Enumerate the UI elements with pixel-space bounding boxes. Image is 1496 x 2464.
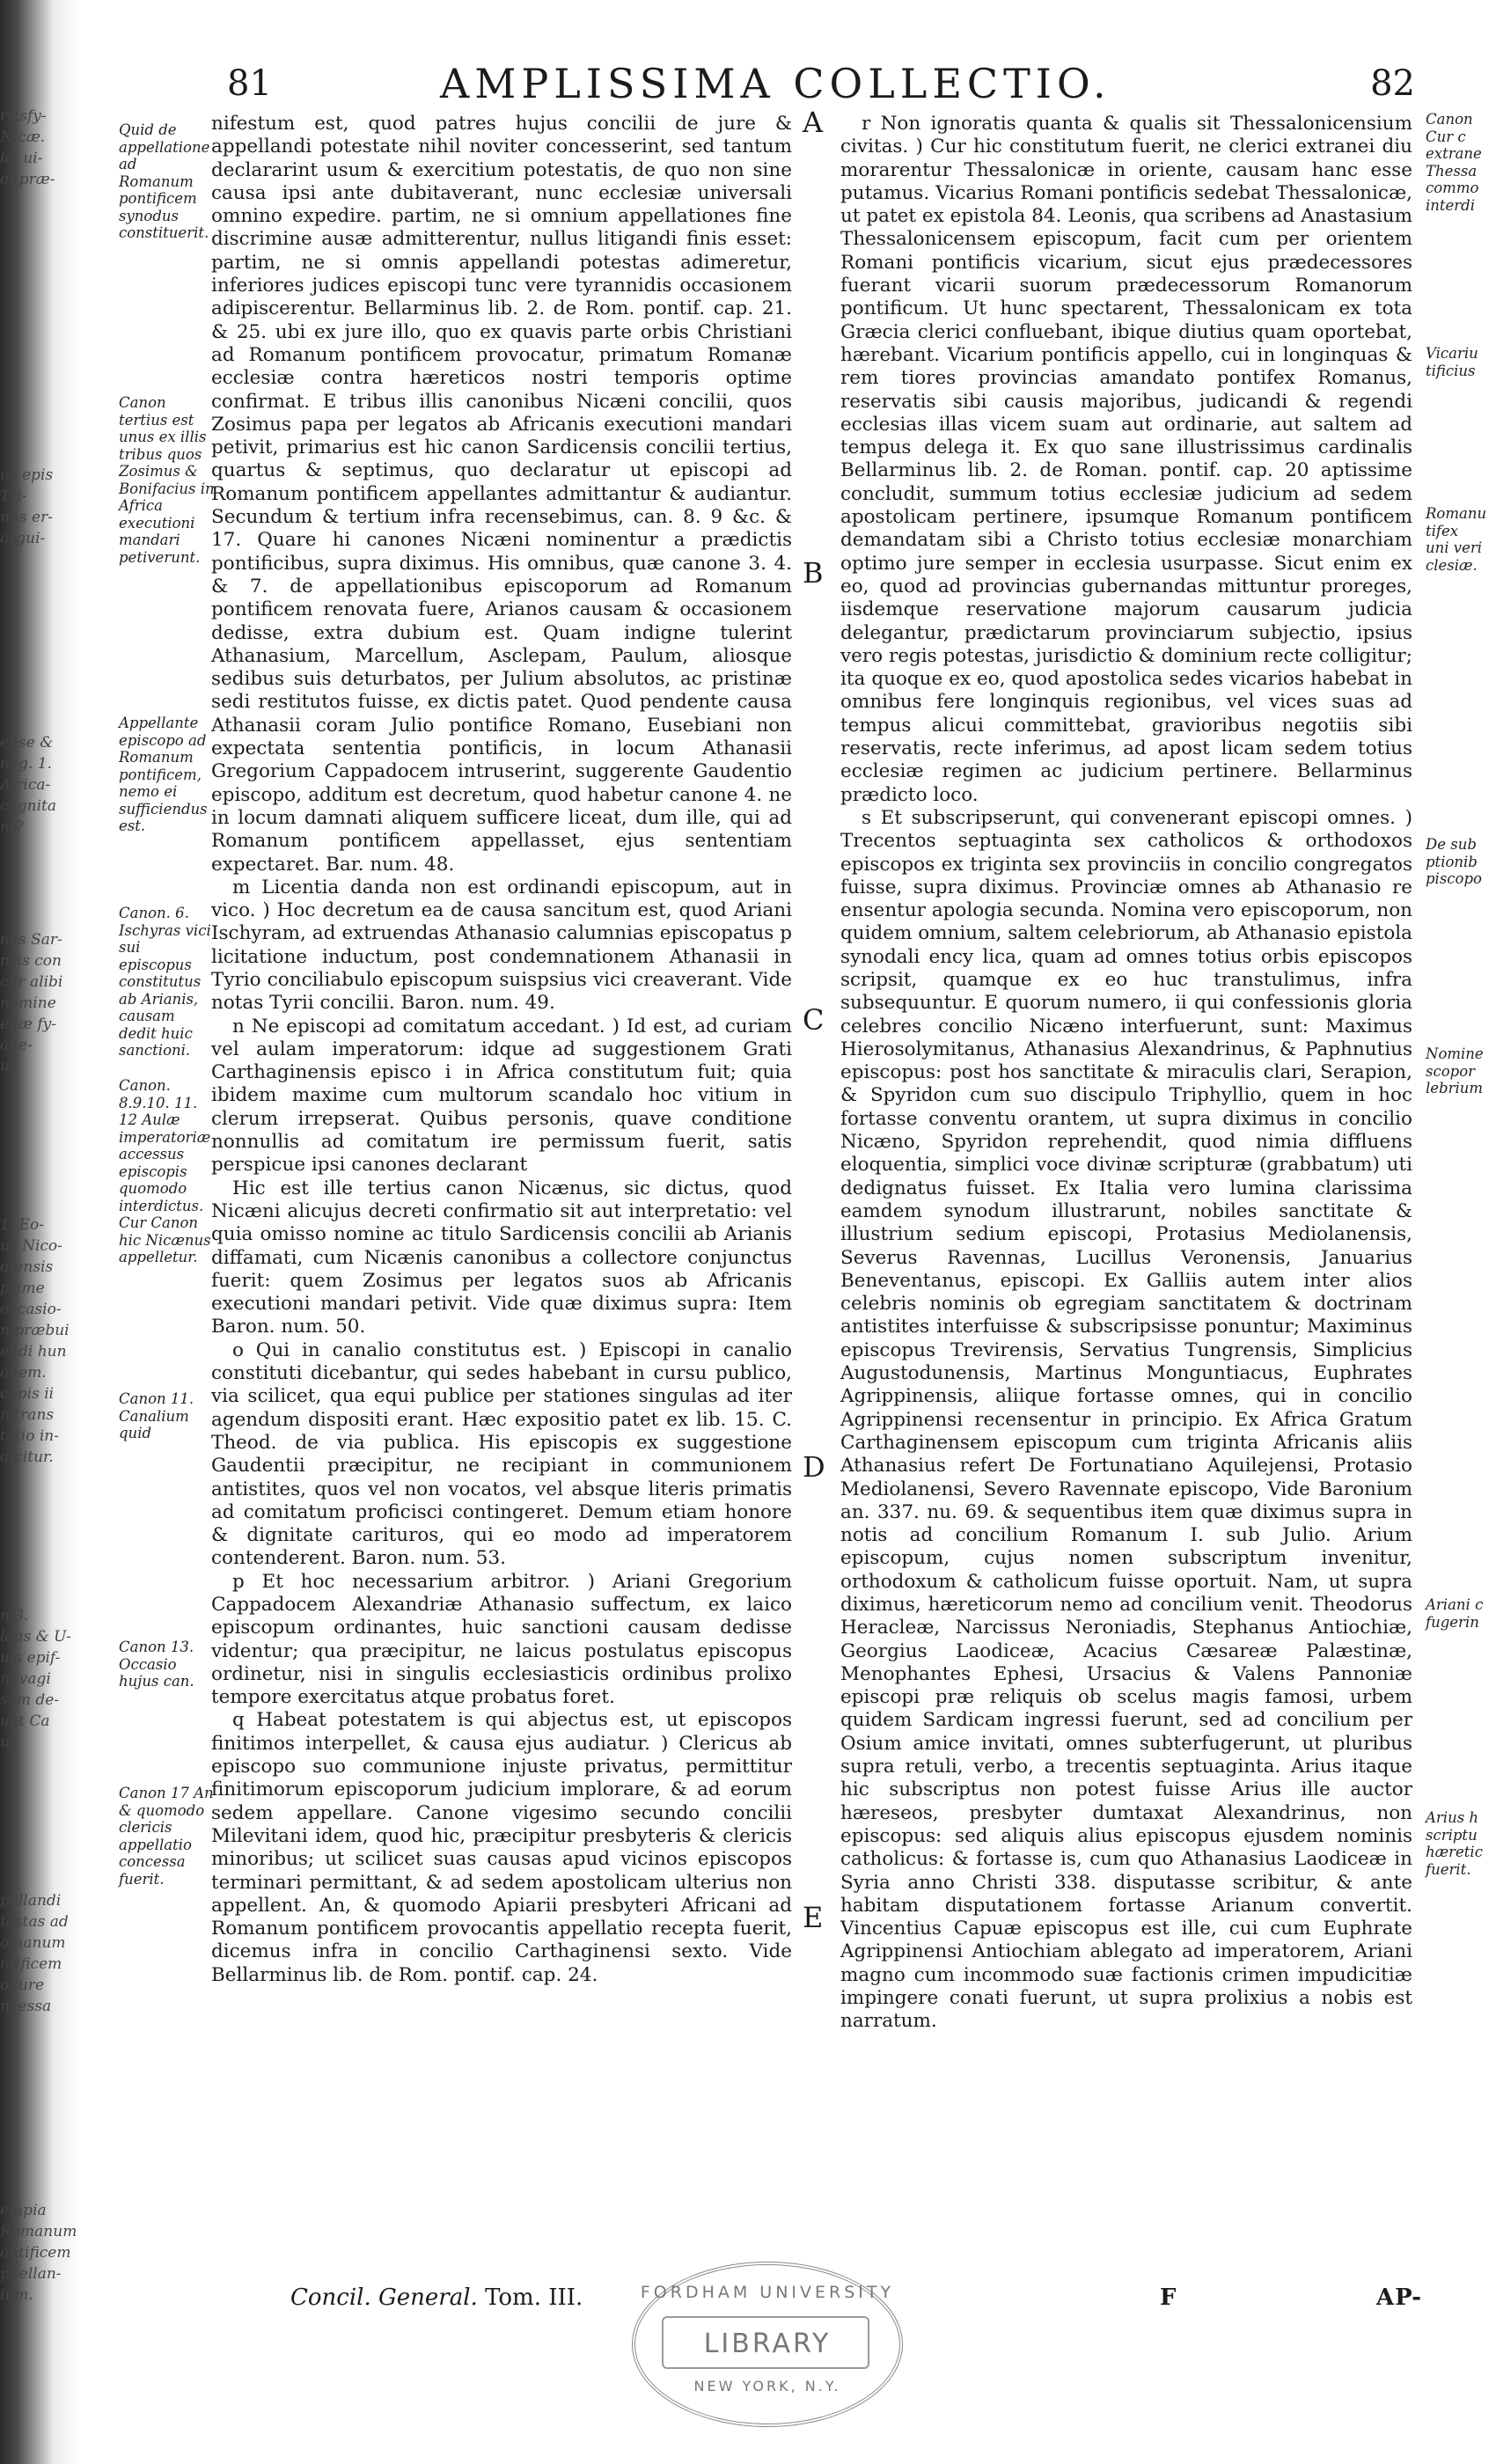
signature-letter: F: [1160, 2284, 1177, 2311]
gutter-fragment: [0, 373, 55, 419]
text-column-left: [211, 113, 792, 1987]
gutter-fragment: empia: [0, 2202, 47, 2219]
gutter-fragment: di præ-: [0, 171, 55, 188]
gutter-fragment: sam de-: [0, 1691, 60, 1709]
gutter-fragment: [0, 327, 55, 373]
margin-note: Canon 17 An & quomodo clericis appellatio concessa fuerit.: [119, 1785, 214, 1888]
paragraph: n Ne episcopi ad comitatum accedant. ) Id est, ad curiam vel aulam imperatorum: idque ad suggestionem Grati Carthaginensis episco i in Africa constitutum fuit; quia ibidem maxime cum multorum scandalo hoc vitium in clerum irrepserat. Quibus personis, quave conditione nonnullis ad comitatum ire permissum fuerit, satis perspicue ipsi canones declarant: [211, 1015, 792, 1177]
gutter-fragment: dicitur.: [0, 1448, 54, 1466]
gutter-fragment: ppellan-: [0, 2265, 62, 2283]
gutter-fragment: ncessa: [0, 1998, 52, 2015]
paragraph: p Et hoc necessarium arbitror. ) Ariani Gregorium Cappadocem Alexandriæ Athanasio suffectum, ex laico episcopum ordinantes, huic sanctioni causam dedisse videntur; qua præcipitur, ne laicus postulatus episcopus ordinetur, nisi in singulis ecclesiasticis ordinibus prolixo tempore exercitatus atque probatus foret.: [211, 1570, 792, 1709]
margin-note: Canon. 8.9.10. 11. 12 Aulæ imperatoriæ accessus episcopis quomodo interdictus. Cur Canon hic Nicænus appelletur.: [119, 1077, 211, 1265]
margin-note-right: De sub ptionib piscopo: [1426, 836, 1482, 887]
gutter-fragment: o jure: [0, 1976, 45, 1994]
gutter-fragment: nsis con: [0, 952, 62, 970]
page-number-left: 81: [227, 63, 272, 104]
gutter-fragment: [0, 2063, 55, 2108]
gutter-fragment: nus er-: [0, 509, 53, 526]
gutter-fragment: n præbui: [0, 1322, 70, 1339]
gutter-fragment: occasio-: [0, 1301, 62, 1318]
gutter-fragment: ui.: [0, 1734, 19, 1751]
gutter-fragment: ium.: [0, 2286, 33, 2304]
signature-line: [290, 2284, 583, 2311]
gutter-fragment: [0, 1559, 55, 1605]
gutter-fragment: uat Ca: [0, 1712, 50, 1730]
gutter-fragment: 1. Eo-: [0, 1216, 45, 1234]
gutter-fragment: ntificem: [0, 1955, 62, 1973]
paragraph: nifestum est, quod patres hujus concilii de jure & appellandi potestate nihil noviter concesserint, sed tantum declararint usum & exercitium potestatis, de quo non sine causa ipsi ante dubitaverant, nunc ecclesiæ universali omnino expedire. partim, ne si omnium appellationes fine discrimine ausæ admitterentur, nullus litigandi finis esset: partim, ne si omnis appellandi potestas adimeretur, inferiores judices episcopi tunc vere tyrannidis occasionem adipiscerentur. Bellarminus lib. 2. de Rom. pontif. cap. 21. & 25. ubi ex jure illo, quo ex quavis parte orbis Christiani ad Romanum pontificem provocatur, primatum Romanæ ecclesiæ contra hæreticos nostri temporis optime confirmat. E tribus illis canonibus Nicæni concilii, quos Zosimus papa per legatos ab Africanis executioni mandari petivit, primarius est hic canon Sardicensis concilii tertius, quartus & septimus, quo declaratur ut episcopi ad Romanum pontificem appellantes admittantur & audiantur. Secundum & tertium infra recensebimus, can. 8. 9 &c. & 17. Quare hi canones Nicæni nominentur a prædictis pontificibus, supra diximus. His omnibus, quæ canone 3. 4. & 7. de appellationibus episcoporum ad Romanum pontificem renovata fuere, Arianos causam & occasionem dedisse, extra dubium est. Quam indigne tulerint Athanasium, Marcellum, Asclepam, Paulum, aliosque sedibus suis deturbatos, per Julium absolutos, ac pristinæ sedi restitutos fuisse, ex dictis patet. Quod pendente causa Athanasii coram Julio pontifice Romano, Eusebiani non expectata sententia pontificis, in locum Athanasii Gregorium Cappadocem intruserint, suggerente Gaudentio episcopo, additum est decretum, quod habetur canone 4. ne in locum damnati aliquem sufficere liceat, dum ille, qui ad Romanum pontificem appellasset, ejus sententiam expectaret. Bar. num. 48.: [211, 113, 792, 876]
section-letter: B: [803, 556, 824, 590]
section-letter: C: [803, 1003, 825, 1037]
gutter-fragment: us epis: [0, 466, 54, 484]
gutter-fragment: ense &: [0, 734, 54, 752]
section-letter: E: [803, 1901, 824, 1934]
volume-label: Tom. III.: [485, 2284, 583, 2311]
paragraph: r Non ignoratis quanta & qualis sit Thessalonicensium civitas. ) Cur hic constitutum fuerit, ne clerici extranei diu morarentur Thessalonicæ in oriente, causam hanc esse putamus. Vicarius Romani pontificis sedebat Thessalonicæ, ut patet ex epistola 84. Leonis, qua scribens ad Anastasium Thessalonicensem episcopum, facit cum per orientem Romani pontificis vicarium, sicut ejus prædecessores fuerant vicarii suorum prædecessorum Romanorum pontificum. Ut hunc spectarent, Thessalonicam ex tota Græcia clerici confluebant, ibique diutius quam oportebat, hærebant. Vicarium pontificis appello, cui in longinquas & rem tiores provincias amandato pontifex Romanus, reservatis sibi causis majoribus, judicandi & regendi ecclesias illas vicem suam aut ordinarie, aut saltem ad tempus delega it. Ex quo sane illustrissimus cardinalis Bellarminus lib. 2. de Roman. pontif. cap. 20 aptissime concludit, summum totius ecclesiæ judicium ad sedem apostolicam pertinere, ipsumque Romanum pontificem demandatam sibi a Christo totius ecclesiæ monarchiam optimo jure semper in ecclesia usurpasse. Sicut enim ex eo, quod ad provincias gubernandas mittuntur proreges, iisdemque reservatione majorum causarum judicia delegantur, prædictarum provinciarum subjectio, ipsius vero regis potestas, jurisdictio & dominium recte colligitur; ita quoque ex eo, quod apostolica sedes vicarios habebat in omnibus fere longinquis regionibus, vel vices suas ad tempus alicui committebat, gravioribus negotiis sibi reservatis, recte inferimus, ad apost licam sedem totius ecclesiæ regimen ac judicium pertinere. Bellarminus prædicto loco.: [840, 113, 1412, 806]
running-title: AMPLISSIMA COLLECTIO.: [440, 60, 1111, 107]
gutter-fragment: enæ fy-: [0, 1016, 57, 1033]
margin-note-right: Canon Cur c extrane Thessa commo interdi: [1426, 111, 1482, 214]
gutter-fragment: rsisfy-: [0, 107, 47, 125]
margin-note-right: Arius h scriptu hæretic fuerit.: [1426, 1809, 1483, 1878]
gutter-fragment: lens & U-: [0, 1628, 71, 1646]
gutter-fragment: onem.: [0, 1364, 47, 1382]
margin-note: Quid de appellatione ad Romanum pontificem synodus constituerit.: [119, 121, 210, 241]
stamp-top-text: FORDHAM UNIVERSITY: [640, 2283, 895, 2302]
paragraph: m Licentia danda non est ordinandi episcopum, aut in vico. ) Hoc decretum ea de causa sancitum est, quod Ariani Ischyram, ad extruendas Athanasio calumnias episcopatus p licitatione inductum, post condemnationem Athanasii in Tyrio conciliabulo episcopum suispsius vici creaverant. Vide notas Tyrii concilii. Baron. num. 49.: [211, 876, 792, 1015]
margin-note-right: Vicariu tificius: [1426, 345, 1478, 379]
gutter-fragment: endi hun: [0, 1343, 67, 1360]
gutter-fragment: nag. 1.: [0, 755, 52, 773]
gutter-fragment: [0, 595, 55, 641]
margin-note-right: Romanu tifex uni veri clesiæ.: [1426, 505, 1487, 574]
gutter-fragment: [0, 1077, 55, 1123]
gutter-fragment: ontificem: [0, 2244, 71, 2262]
gutter-fragment: Africa-: [0, 776, 51, 794]
gutter-fragment: nt?: [0, 818, 24, 836]
paragraph: q Habeat potestatem is qui abjectus est, ut episcopos finitimos interpellet, & causa ejus audiatur. ) Clericus ab episcopo suo communione injuste privatus, permittitur finitimorum episcoporum judicium implorare, & ad eorum sedem appellare. Canone vigesimo secundo concilii Milevitani idem, quod hic, præcipitur presbyteris & clericis minoribus; ut scilicet suas causas apud vicinos episcopos terminari permittant, & ad sedem apostolicam ulterius non appellent. An, & quomodo Apiarii presbyteri Africani ad Romanum pontificem provocantis appellatio recepta fuerit, dicemus infra in concilio Carthaginensi sexto. Vide Bellarminus lib. de Rom. pontif. cap. 24.: [211, 1709, 792, 1986]
gutter-fragment: Nicæ.: [0, 128, 46, 146]
margin-note: Canon. 6. Ischyras vici sui episcopus constitutus ab Arianis, causam dedit huic sanctioni.: [119, 905, 211, 1059]
gutter-fragment: alle-: [0, 1037, 33, 1054]
gutter-fragment: nomine: [0, 994, 56, 1012]
margin-note: Canon tertius est unus ex illis tribus quos Zosimus & Bonifacius in Africa executioni mandari petiverunt.: [119, 394, 215, 566]
gutter-fragment: tatio in-: [0, 1427, 60, 1445]
gutter-fragment: [0, 686, 55, 732]
gutter-fragment: ur.: [0, 1058, 20, 1075]
paragraph: Hic est ille tertius canon Nicænus, sic dictus, quod Nicæni alicujus decreti confirmatio sit aut interpretatio: vel quia omisso nomine ac titulo Sardicensis concilii ab Arianis diffamati, cum Nicænis canonibus a collectore conjunctus fuerit: quem Zosimus per legatos suos ab Africanis executioni mandari petivit. Vide quæ diximus supra: Item Baron. num. 50.: [211, 1177, 792, 1338]
stamp-bottom-text: NEW YORK, N.Y.: [693, 2378, 841, 2394]
section-letter: D: [803, 1450, 825, 1484]
gutter-fragment: prime: [0, 1280, 45, 1297]
gutter-fragment: omanum: [0, 1934, 66, 1952]
gutter-fragment: [0, 282, 55, 327]
gutter-fragment: [0, 1468, 55, 1514]
library-stamp: [632, 2262, 903, 2427]
gutter-fragment: nes Sar-: [0, 931, 62, 949]
gutter-fragment: [0, 1844, 55, 1890]
gutter-fragment: [0, 1799, 55, 1844]
gutter-fragment: [0, 419, 55, 465]
gutter-fragment: cur alibi: [0, 973, 63, 991]
gutter-fragment: diensis: [0, 1258, 54, 1276]
margin-note: Canon 13. Occasio hujus can.: [119, 1639, 194, 1690]
text-column-right: [840, 113, 1412, 2034]
gutter-fragment: [0, 641, 55, 686]
gutter-fragment: Romanum: [0, 2223, 77, 2240]
running-head: [202, 60, 1426, 113]
gutter-fragment: [0, 2108, 55, 2154]
gutter-fragment: [0, 549, 55, 595]
gutter-fragment: [0, 2017, 55, 2063]
gutter-fragment: lei ui-: [0, 150, 43, 167]
stamp-middle-text: LIBRARY: [703, 2328, 832, 2359]
margin-note: Canon 11. Canalium quid: [119, 1390, 194, 1441]
gutter-fragment: argui-: [0, 530, 46, 547]
previous-page-gutter: [0, 106, 77, 2304]
gutter-fragment: [0, 884, 55, 929]
signature-text: Concil. General.: [290, 2284, 478, 2311]
gutter-fragment: [0, 1514, 55, 1559]
gutter-fragment: [0, 838, 55, 884]
gutter-fragment: [0, 190, 55, 236]
gutter-fragment: pellandi: [0, 1892, 62, 1910]
gutter-fragment: [0, 1169, 55, 1214]
gutter-fragment: copis ii: [0, 1385, 55, 1403]
paragraph: s Et subscripserunt, qui convenerant episcopi omnes. ) Trecentos septuaginta sex catholicos & orthodoxos episcopos ex triginta sex provinciis in concilio congregatos fuisse, supra diximus. Provinciæ omnes ab Athanasio re ensentur apologia secunda. Nomina vero episcoporum, non quidem omnium, saltem celebriorum, ab Athanasio epistola synodali ency lica, quam ad omnes totius orbis episcopos scripsit, quamque ex eo huc transtulimus, infra subsequuntur. E quorum numero, ii qui confessionis gloria celebres concilio Nicæno interfuerunt, sunt: Maximus Hierosolymitanus, Athanasius Alexandrinus, & Paphnutius episcopus: post hos sanctitate & miraculis clari, Serapion, & Spyridon cum suo discipulo Triphyllio, quem in hoc fortasse conventu orantem, ut supra diximus in concilio Nicæno, Spyridon reprehendit, quod nimia diffluens eloquentia, simplici voce divinæ scripturæ (grabbatum) uti dedignatus fuisset. Ex Italia vero lumina clarissima eamdem synodum illustrarunt, nobiles sanctitate & illustrium sedium episcopi, Protasius Mediolanensis, Severus Ravennas, Lucillus Veronensis, Januarius Beneventanus, episcopi. Ex Galliis autem inter alios celebris nominis ob egregiam sanctitatem & doctrinam antistites interfuisse & subscripsisse ponuntur; Maximinus episcopus Trevirensis, Servatius Tungrensis, Simplicius Augustodunensis, Martinus Monguntiacus, Euphrates Agrippinensis, aliique fortasse omnes, qui in concilio Agrippinensi recensentur in principio. Ex Africa Gratum Carthaginensem episcopum cum triginta Africanis aliis Athanasius refert De Fortunatiano Aquilejensi, Protasio Mediolanensi, Severo Ravennate episcopo, Vide Baronium an. 337. nu. 69. & sequentibus item quæ diximus supra in notis ad concilium Romanum I. sub Julio. Arium episcopum, cujus nomen subscriptum invenitur, orthodoxum & catholicum fuisse oportuit. Nam, ut supra diximus, hæreticorum nemo ad concilium venit. Theodorus Heracleæ, Narcissus Neroniadis, Stephanus Antiochiæ, Georgius Laodiceæ, Acacius Cæsareæ Palæstinæ, Menophantes Ephesi, Ursacius & Valens Pannoniæ episcopi præ reliquis ob scelus magis famosi, urbem quidem Sardicam ingressi fuerunt, sed ad concilium per Osium amice invitati, omnes subterfugerunt, ut pluribus supra retuli, verbo, a trecentis septuaginta. Arius itaque hic subscriptus non potest fuisse Arius ille auctor hæreseos, presbyter dumtaxat Alexandrinus, non episcopus: sed aliquis alius episcopus ejusdem nominis catholicus: & fortasse is, cum quo Athanasius Laodiceæ in Syria anno Christi 338. disputasse scribitur, & ante habitam disputationem fortasse Arianum convertit. Vincentius Capuæ episcopus est ille, cui cum Euphrate Agrippinensi Antiochiam ablegato ad imperatorem, Ariani magno cum incommodo suæ factionis crimen impudicitiæ impingere conati fuerunt, ut supra prolixius a nobis est narratum.: [840, 806, 1412, 2033]
gutter-fragment: cognita: [0, 797, 56, 815]
paragraph: o Qui in canalio constitutus est. ) Episcopi in canalio constituti dicebantur, qui sedes habebant in cursu publico, via scilicet, qua equi publice per stationes singulas ad iter agendum dispositi erant. Hæc expositio patet ex lib. 15. C. Theod. de via publica. His episcopis ex suggestione Gaudentii præcipitur, ne recipiant in communionem antistites, quos vel non vocatos, vel absque literis primatis ad comitatum proficisci contingeret. Demum etiam honore & dignitate carituros, qui eo modo ad imperatorem contenderent. Baron. num. 53.: [211, 1338, 792, 1570]
page-number-right: 82: [1370, 63, 1415, 104]
gutter-fragment: Tri-: [0, 488, 27, 505]
gutter-fragment: n trans: [0, 1406, 55, 1424]
gutter-fragment: us Nico-: [0, 1237, 62, 1255]
gutter-fragment: [0, 2154, 55, 2200]
margin-note-right: Nomine scopor lebrium: [1426, 1045, 1484, 1096]
gutter-fragment: testas ad: [0, 1913, 69, 1931]
gutter-fragment: ni vagi: [0, 1670, 51, 1688]
margin-note: Appellante episcopo ad Romanum pontificem, nemo ei sufficiendus est.: [119, 715, 208, 834]
gutter-fragment: [0, 236, 55, 282]
margin-note-right: Ariani c fugerin: [1426, 1596, 1484, 1631]
gutter-fragment: [0, 1753, 55, 1799]
section-letter: A: [803, 106, 824, 139]
gutter-fragment: [0, 1123, 55, 1169]
gutter-fragment: uis epif-: [0, 1649, 61, 1667]
gutter-fragment: n 3.: [0, 1607, 29, 1624]
catchword: AP-: [1375, 2284, 1422, 2311]
